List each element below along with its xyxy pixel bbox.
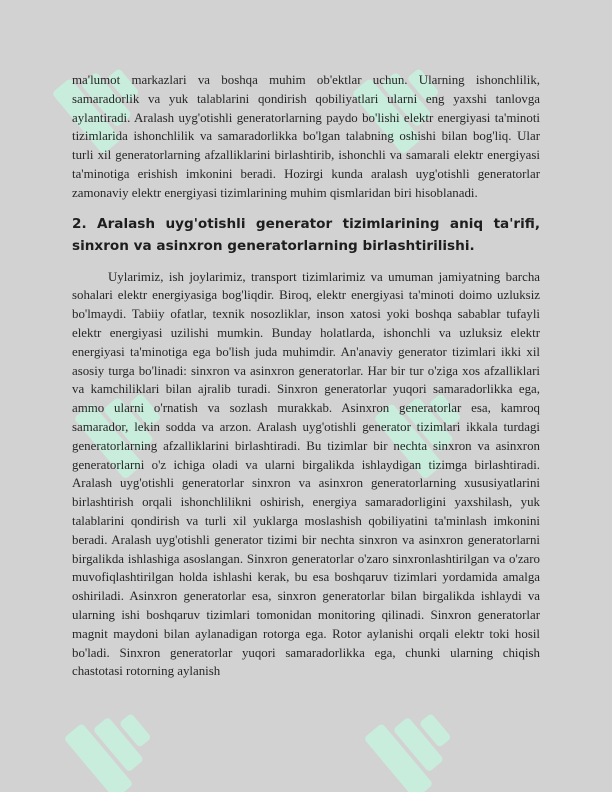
document-body	[72, 71, 540, 681]
paragraph-section-2: Uylarimiz, ish joylarimiz, transport tizimlarimiz va umuman jamiyatning barcha sohalari elektr energiyasiga bog'liqdir. Biroq, elektr energiyasi ta'minoti doimo uzluksiz bo'lmaydi. Tabiiy ofatlar, texnik nosozliklar, inson xatosi yoki boshqa sabablar tufayli elektr energiyasi uzilishi mumkin. Bunday holatlarda, ishonchli va uzluksiz elektr energiyasi ta'minotiga ega bo'lish juda muhimdir. An'anaviy generator tizimlari ikki xil asosiy turga bo'linadi: sinxron va asinxron generatorlar. Har bir tur o'ziga xos afzalliklari va kamchiliklari bilan ajralib turadi. Sinxron generatorlar yuqori samaradorlikka ega, ammo ularni o'rnatish va sozlash murakkab. Asinxron generatorlar esa, kamroq samarador, lekin sodda va arzon. Aralash uyg'otishli generator tizimlari ikkala turdagi generatorlarning afzalliklarini birlashtiradi. Bu tizimlar bir nechta sinxron va asinxron generatorlarni o'z ichiga oladi va ularni birgalikda ishlaydigan tizimga birlashtiradi. Aralash uyg'otishli generatorlar sinxron va asinxron generatorlarning xususiyatlarini birlashtirish orqali ishonchlilikni oshirish, energiya samaradorligini yaxshilash, yuk talablarini qondirish va turli xil yuklarga moslashish qobiliyatini ta'minlash imkonini beradi. Aralash uyg'otishli generator tizimi bir nechta sinxron va asinxron generatorlarni birgalikda ishlashiga asoslangan. Sinxron generatorlar o'zaro sinxronlashtirilgan va o'zaro muvofiqlashtirilgan holda ishlashi kerak, bu esa boshqaruv tizimlari yordamida amalga oshiriladi. Asinxron generatorlar esa, sinxron generatorlar bilan birgalikda ishlaydi va ularning ishi boshqaruv tizimlari tomonidan monitoring qilinadi. Sinxron generatorlar magnit maydoni bilan aylanadigan rotorga ega. Rotor aylanishi orqali elektr toki hosil bo'ladi. Sinxron generatorlar yuqori samaradorlikka ega, chunki ularning chiqish chastotasi rotorning aylanish	[72, 269, 540, 679]
watermark-logo-bottom-left	[64, 695, 168, 792]
paragraph-intro-continued: ma'lumot markazlari va boshqa muhim ob'ektlar uchun. Ularning ishonchlilik, samaradorlik va yuk talablarini qondirish qobiliyatlari ularni eng yaxshi tanlovga aylantiradi. Aralash uyg'otishli generatorlarning paydo bo'lishi elektr energiyasi ta'minoti tizimlarida ishonchlilik va samaradorlikka bo'lgan talabning oshishi bilan bog'liq. Ular turli xil generatorlarning afzalliklarini birlashtirib, ishonchli va samarali elektr energiyasi ta'minotiga erishish imkonini beradi. Hozirgi kunda aralash uyg'otishli generatorlar zamonaviy elektr energiyasi tizimlarining muhim qismlaridan biri hisoblanadi.	[72, 73, 540, 200]
section-heading: 2. Aralash uyg'otishli generator tizimlarining aniq ta'rifi, sinxron va asinxron generatorlarning birlashtirilishi.	[72, 215, 540, 254]
watermark-logo-bottom-right	[364, 695, 468, 792]
